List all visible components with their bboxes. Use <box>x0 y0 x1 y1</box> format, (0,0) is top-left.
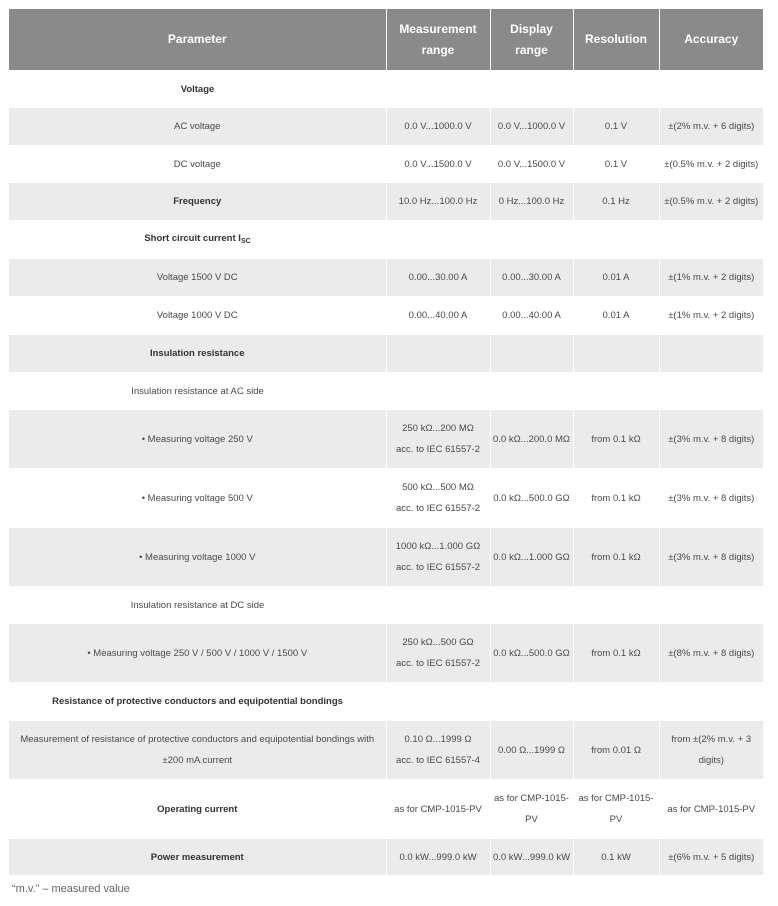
parameter-cell: • Measuring voltage 1000 V <box>9 528 386 587</box>
header-resolution: Resolution <box>573 9 659 71</box>
measurement-standard: acc. to IEC 61557-4 <box>396 755 480 766</box>
resolution-cell: from 0.01 Ω <box>573 721 659 780</box>
table-row <box>9 469 763 528</box>
resolution-cell: 0.1 V <box>573 146 659 183</box>
measurement-standard: acc. to IEC 61557-2 <box>396 503 480 514</box>
empty-cell <box>573 373 659 410</box>
section-title-cell <box>9 373 386 410</box>
resolution-cell: 0.1 Hz <box>573 183 659 221</box>
measurement-range-cell: 10.0 Hz...100.0 Hz <box>386 183 490 221</box>
measurement-range-cell: 0.0 kW...999.0 kW <box>386 839 490 876</box>
measurement-range-value: 1000 kΩ...1.000 GΩ <box>395 541 481 552</box>
empty-cell <box>386 587 490 624</box>
display-range-cell: 0 Hz...100.0 Hz <box>490 183 573 221</box>
measurement-range-cell <box>386 624 490 683</box>
section-title: Insulation resistance at DC side <box>130 599 265 611</box>
table-row <box>9 335 763 373</box>
table-row <box>9 108 763 146</box>
table-row <box>9 528 763 587</box>
section-title-cell <box>9 683 386 721</box>
table-body <box>9 71 763 876</box>
empty-cell <box>573 221 659 259</box>
header-parameter: Parameter <box>9 9 386 71</box>
accuracy-cell: ±(3% m.v. + 8 digits) <box>659 469 763 528</box>
section-title: Short circuit current I <box>144 232 241 244</box>
footnote: “m.v.” – measured value <box>12 883 130 895</box>
header-accuracy: Accuracy <box>659 9 763 71</box>
table-row <box>9 373 763 410</box>
resolution-cell: 0.1 V <box>573 108 659 146</box>
section-title-cell <box>9 587 386 624</box>
display-range-cell: 0.00...30.00 A <box>490 259 573 297</box>
resolution-cell: 0.01 A <box>573 259 659 297</box>
table-row <box>9 221 763 259</box>
table-row <box>9 839 763 876</box>
display-range-cell: 0.0 kΩ...1.000 GΩ <box>490 528 573 587</box>
subscript: SC <box>240 237 251 245</box>
empty-cell <box>386 683 490 721</box>
parameter-cell: Measurement of resistance of protective conductors and equipotential bondings with ±200 mA current <box>9 721 386 780</box>
accuracy-cell: ±(0.5% m.v. + 2 digits) <box>659 146 763 183</box>
accuracy-cell: ±(6% m.v. + 5 digits) <box>659 839 763 876</box>
resolution-cell: from 0.1 kΩ <box>573 624 659 683</box>
measurement-range-cell: 0.0 V...1500.0 V <box>386 146 490 183</box>
empty-cell <box>490 373 573 410</box>
header-display-range: Display range <box>490 9 573 71</box>
display-range-cell: 0.00 Ω...1999 Ω <box>490 721 573 780</box>
empty-cell <box>386 71 490 108</box>
table-row <box>9 71 763 108</box>
measurement-range-cell <box>386 528 490 587</box>
accuracy-cell: ±(3% m.v. + 8 digits) <box>659 410 763 469</box>
empty-cell <box>490 683 573 721</box>
parameter-cell: Frequency <box>9 183 386 221</box>
section-title-cell <box>9 71 386 108</box>
measurement-range-cell <box>386 410 490 469</box>
display-range-cell: 0.0 V...1000.0 V <box>490 108 573 146</box>
display-range-cell: 0.0 kW...999.0 kW <box>490 839 573 876</box>
table-row <box>9 297 763 335</box>
resolution-cell: as for CMP-1015-PV <box>573 780 659 839</box>
parameter-cell: Voltage 1500 V DC <box>9 259 386 297</box>
empty-cell <box>386 373 490 410</box>
measurement-range-cell: 0.0 V...1000.0 V <box>386 108 490 146</box>
resolution-cell <box>573 335 659 373</box>
measurement-range-value: 500 kΩ...500 MΩ <box>402 482 474 493</box>
empty-cell <box>386 221 490 259</box>
measurement-standard: acc. to IEC 61557-2 <box>396 562 480 573</box>
measurement-standard: acc. to IEC 61557-2 <box>396 658 480 669</box>
parameter-cell: Insulation resistance <box>9 335 386 373</box>
table-row <box>9 721 763 780</box>
empty-cell <box>573 71 659 108</box>
empty-cell <box>490 221 573 259</box>
parameter-cell: • Measuring voltage 500 V <box>9 469 386 528</box>
empty-cell <box>659 221 763 259</box>
measurement-range-cell: 0.00...30.00 A <box>386 259 490 297</box>
empty-cell <box>659 373 763 410</box>
display-range-cell: 0.00...40.00 A <box>490 297 573 335</box>
spec-table-container <box>9 9 763 876</box>
table-row <box>9 259 763 297</box>
empty-cell <box>659 587 763 624</box>
parameter-cell: AC voltage <box>9 108 386 146</box>
section-title: Resistance of protective conductors and equipotential bondings <box>52 696 343 707</box>
table-row <box>9 683 763 721</box>
measurement-range-cell <box>386 721 490 780</box>
measurement-range-cell: as for CMP-1015-PV <box>386 780 490 839</box>
section-title: Voltage <box>180 83 215 95</box>
table-row <box>9 146 763 183</box>
measurement-range-cell <box>386 335 490 373</box>
parameter-cell: • Measuring voltage 250 V <box>9 410 386 469</box>
measurement-range-value: 250 kΩ...200 MΩ <box>402 423 474 434</box>
display-range-cell <box>490 335 573 373</box>
table-row <box>9 624 763 683</box>
empty-cell <box>659 683 763 721</box>
parameter-cell: Operating current <box>9 780 386 839</box>
accuracy-cell: ±(0.5% m.v. + 2 digits) <box>659 183 763 221</box>
resolution-cell: from 0.1 kΩ <box>573 469 659 528</box>
table-header-row <box>9 9 763 71</box>
table-row <box>9 410 763 469</box>
empty-cell <box>490 71 573 108</box>
display-range-cell: 0.0 kΩ...500.0 GΩ <box>490 624 573 683</box>
specifications-table <box>9 9 763 876</box>
accuracy-cell: ±(1% m.v. + 2 digits) <box>659 259 763 297</box>
accuracy-cell: ±(3% m.v. + 8 digits) <box>659 528 763 587</box>
accuracy-cell: from ±(2% m.v. + 3 digits) <box>659 721 763 780</box>
empty-cell <box>490 587 573 624</box>
resolution-cell: from 0.1 kΩ <box>573 528 659 587</box>
measurement-range-value: 250 kΩ...500 GΩ <box>402 637 474 648</box>
resolution-cell: from 0.1 kΩ <box>573 410 659 469</box>
accuracy-cell: as for CMP-1015-PV <box>659 780 763 839</box>
display-range-cell: 0.0 V...1500.0 V <box>490 146 573 183</box>
resolution-cell: 0.1 kW <box>573 839 659 876</box>
measurement-range-cell <box>386 469 490 528</box>
parameter-cell: DC voltage <box>9 146 386 183</box>
section-title-cell <box>9 221 386 259</box>
accuracy-cell: ±(8% m.v. + 8 digits) <box>659 624 763 683</box>
parameter-cell: Power measurement <box>9 839 386 876</box>
table-row <box>9 780 763 839</box>
display-range-cell: 0.0 kΩ...500.0 GΩ <box>490 469 573 528</box>
header-measurement-range: Measurement range <box>386 9 490 71</box>
measurement-standard: acc. to IEC 61557-2 <box>396 444 480 455</box>
accuracy-cell <box>659 335 763 373</box>
table-row <box>9 587 763 624</box>
resolution-cell: 0.01 A <box>573 297 659 335</box>
empty-cell <box>659 71 763 108</box>
display-range-cell: as for CMP-1015-PV <box>490 780 573 839</box>
measurement-range-value: 0.10 Ω...1999 Ω <box>404 734 472 745</box>
empty-cell <box>573 587 659 624</box>
section-title: Insulation resistance at AC side <box>131 385 264 397</box>
accuracy-cell: ±(1% m.v. + 2 digits) <box>659 297 763 335</box>
empty-cell <box>573 683 659 721</box>
display-range-cell: 0.0 kΩ...200.0 MΩ <box>490 410 573 469</box>
accuracy-cell: ±(2% m.v. + 6 digits) <box>659 108 763 146</box>
parameter-cell: • Measuring voltage 250 V / 500 V / 1000 V / 1500 V <box>9 624 386 683</box>
parameter-cell: Voltage 1000 V DC <box>9 297 386 335</box>
table-row <box>9 183 763 221</box>
measurement-range-cell: 0.00...40.00 A <box>386 297 490 335</box>
